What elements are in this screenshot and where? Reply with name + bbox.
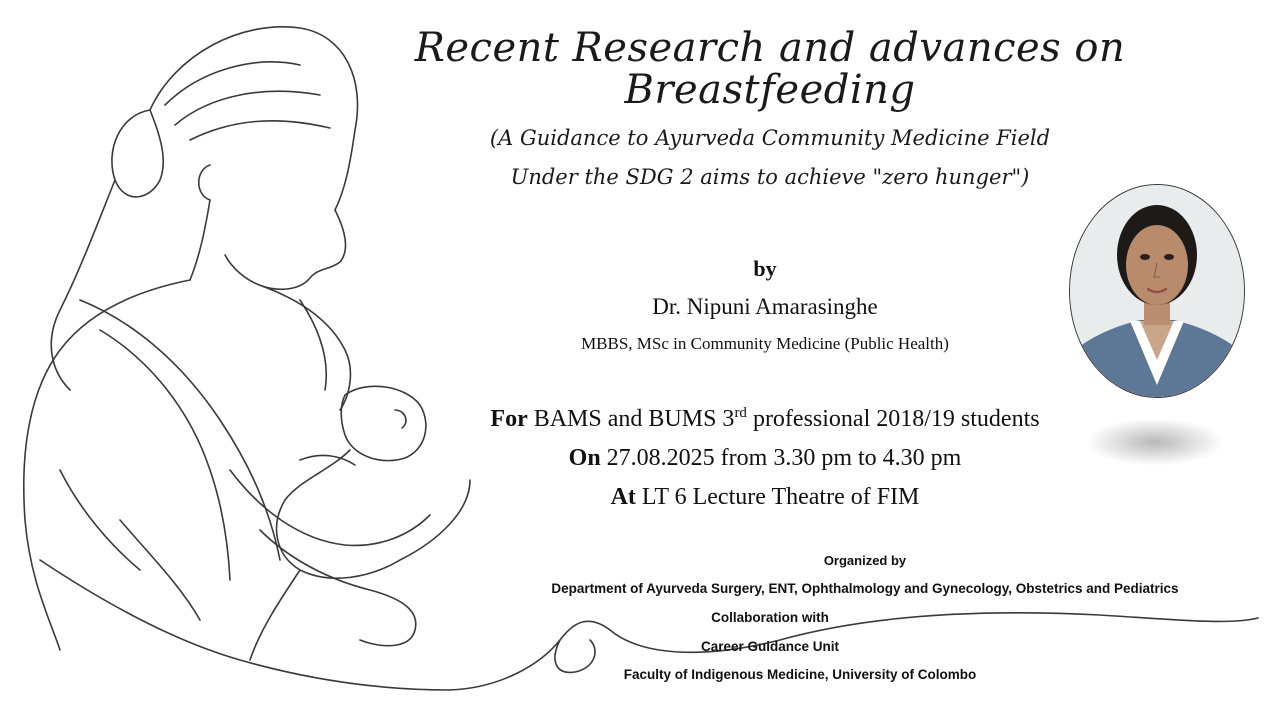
speaker-photo: [1069, 184, 1245, 398]
organized-by-heading: Organized by: [823, 553, 907, 568]
title-line-1: Recent Research and advances on: [414, 25, 1126, 71]
shoulder-front: [262, 286, 350, 410]
mother-arm: [230, 470, 430, 545]
subtitle-line-1: (A Guidance to Ayurveda Community Medicine Field: [489, 126, 1051, 150]
fold-right: [120, 520, 200, 620]
baby-leg: [250, 570, 300, 660]
shawl: [80, 300, 280, 560]
fold-left: [60, 470, 140, 570]
audience-text-b: professional 2018/19 students: [746, 406, 1040, 432]
collaboration-label: Collaboration with: [711, 610, 829, 625]
organizing-department: Department of Ayurveda Surgery, ENT, Ophthalmology and Gynecology, Obstetrics and Pediatrics: [551, 581, 1179, 596]
venue-line: [420, 484, 1110, 511]
career-guidance-unit: Career Guidance Unit: [700, 639, 840, 654]
hair-outline: [150, 27, 358, 210]
hair-strands: [165, 62, 330, 140]
baby-ear: [395, 410, 406, 428]
audience-text-a: BAMS and BUMS 3: [527, 406, 735, 432]
shawl-inner: [100, 330, 230, 580]
for-label: For: [490, 406, 528, 432]
photo-shadow: [1085, 418, 1225, 466]
speaker-qualifications: MBBS, MSc in Community Medicine (Public Health): [581, 334, 949, 353]
ponytail: [51, 180, 115, 390]
on-label: On: [568, 445, 601, 471]
venue-text: LT 6 Lecture Theatre of FIM: [635, 484, 920, 510]
lap: [40, 560, 450, 690]
audience-line: [420, 405, 1110, 433]
subtitle-line-2: Under the SDG 2 aims to achieve "zero hunger"): [510, 165, 1030, 189]
date-line: [420, 445, 1110, 472]
faculty-name: Faculty of Indigenous Medicine, University of Colombo: [623, 667, 977, 682]
shoulder-back: [24, 280, 190, 650]
baby-head: [341, 386, 426, 460]
mother-hand: [260, 530, 416, 646]
portrait-icon: [1070, 185, 1244, 397]
baby-arm: [300, 455, 355, 465]
ear: [199, 165, 210, 200]
speaker-name: Dr. Nipuni Amarasinghe: [652, 294, 878, 319]
by-label: by: [753, 256, 777, 281]
date-text: 27.08.2025 from 3.30 pm to 4.30 pm: [600, 445, 962, 471]
audience-ordinal: rd: [734, 405, 747, 421]
title-line-2: Breastfeeding: [624, 67, 916, 113]
bun: [112, 110, 163, 197]
at-label: At: [610, 484, 636, 510]
face-profile: [225, 210, 345, 289]
neck: [190, 200, 210, 280]
